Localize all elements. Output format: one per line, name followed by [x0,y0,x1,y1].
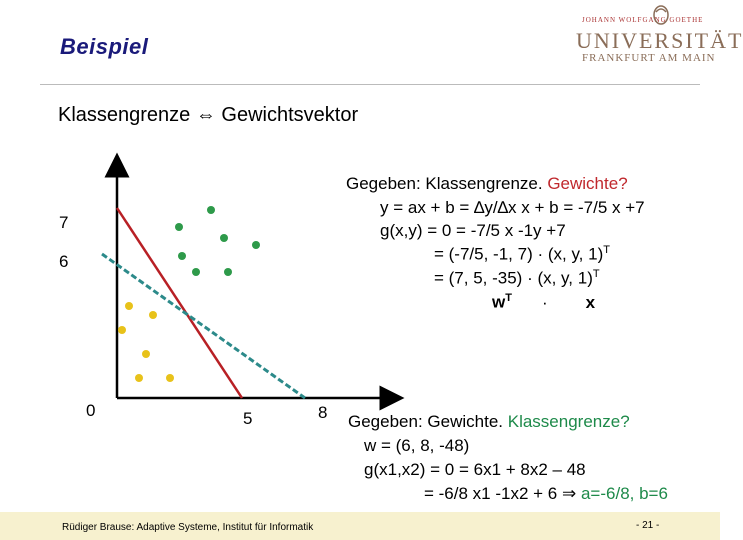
given1-line4-text: = (7, 5, -35) · (x, y, 1) [434,268,593,288]
yellow-point [142,350,150,358]
yellow-point [149,311,157,319]
green-point [220,234,228,242]
yellow-point [125,302,133,310]
given1-line5-w: w [492,292,506,312]
footer-text: Rüdiger Brause: Adaptive Systeme, Institut für Informatik [62,522,314,533]
page-number: - 21 - [636,520,660,531]
tick-label-6: 6 [59,252,69,271]
given1-line3 [434,244,610,265]
given1-line5-sup: T [505,292,512,304]
given1-line5 [492,292,595,313]
given2-text: Gewichte. [422,412,508,431]
yellow-point [166,374,174,382]
tick-label-8: 8 [318,403,328,422]
yellow-point [118,326,126,334]
given2-line1: w = (6, 8, -48) [364,436,470,455]
green-point [192,268,200,276]
given2-line2: g(x1,x2) = 0 = 6x1 + 8x2 – 48 [364,460,586,479]
university-logo-name: UNIVERSITÄT [576,28,743,53]
given2-arrow: ⇒ [561,484,577,503]
yellow-point [135,374,143,382]
tick-label-5: 5 [243,409,253,428]
green-point [252,241,260,249]
given2-line3 [424,484,668,504]
given2-line3-text: = -6/8 x1 -1x2 + 6 [424,484,558,503]
class-boundary-teal [102,254,305,398]
given1-text: Klassengrenze. [420,174,548,193]
slide-subtitle: Klassengrenze ⇔ Gewichtsvektor [58,104,359,126]
given1-prefix: Gegeben: [346,174,421,193]
green-point [224,268,232,276]
university-logo-sub: FRANKFURT AM MAIN [582,52,716,64]
given1-line5-x: x [585,292,596,312]
given1-line2: g(x,y) = 0 = -7/5 x -1y +7 [380,221,566,240]
given1-heading [346,174,628,194]
given1-line4-sup: T [592,268,600,280]
given2-question: Klassengrenze? [507,412,630,431]
given1-line5-dot: · [541,292,548,312]
green-point [207,206,215,214]
green-point [175,223,183,231]
given1-question: Gewichte? [547,174,628,193]
given1-line1: y = ax + b = ∆y/∆x x + b = -7/5 x +7 [380,198,645,217]
slide-title: Beispiel [60,34,149,59]
tick-label-0: 0 [86,401,96,420]
given2-result: a=-6/8, b=6 [580,484,668,503]
given1-line3-sup: T [603,244,610,256]
university-logo-top: JOHANN WOLFGANG GOETHE [582,16,704,24]
given1-line3-text: = (-7/5, -1, 7) · (x, y, 1) [434,244,604,264]
given1-line4 [434,268,600,289]
green-point [178,252,186,260]
tick-label-7: 7 [59,213,69,232]
given2-prefix: Gegeben: [348,412,423,431]
given2-heading [348,412,630,432]
